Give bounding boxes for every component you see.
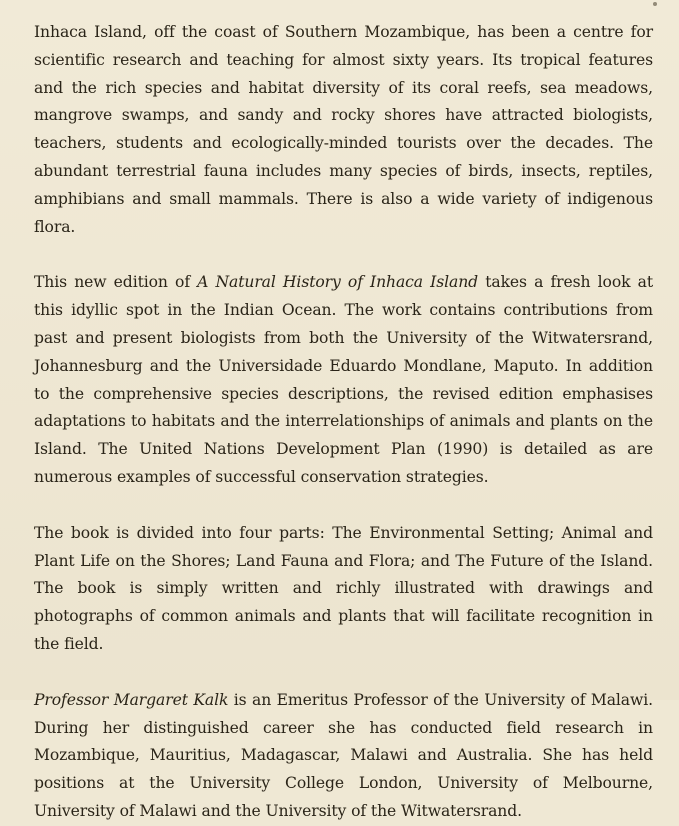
paragraph-2-lead: This new edition of [34, 273, 198, 292]
paragraph-1-text: Inhaca Island, off the coast of Southern Mozambique, has been a centre for scientific research and teaching for almost sixty years. Its tropical features and the rich species and habitat diversity of its coral reefs, sea meadows, mangrove swamps, and sandy and rocky shores have attracted biologists, teachers, students and ecologically-minded tourists over the decades. The abundant terrestrial fauna includes many species of birds, insects, reptiles, amphibians and small mammals. There is also a wide variety of indigenous flora. [34, 23, 653, 236]
paragraph-2-text: takes a fresh look at this idyllic spot in the Indian Ocean. The work contains contributions from past and present biologists from both the University of the Witwatersrand, Johannesburg and the Universidade Eduardo Mondlane, Maputo. In addition to the comprehensive species descriptions, the revised edition emphasises adaptations to habitats and the interrelationships of animals and plants on the Island. The United Nations Development Plan (1990) is detailed as are numerous examples of successful conservation strategies. [34, 273, 653, 486]
paragraph-book-structure [34, 520, 653, 659]
print-speck-mark [653, 2, 657, 6]
paragraph-island-overview [34, 19, 653, 241]
book-title-italic: A Natural History of Inhaca Island [197, 273, 479, 292]
paragraph-author-bio [34, 687, 653, 826]
author-name-italic: Professor Margaret Kalk [34, 690, 229, 709]
paragraph-new-edition [34, 269, 653, 491]
paragraph-3-text: The book is divided into four parts: The Environmental Setting; Animal and Plant Life on the Shores; Land Fauna and Flora; and The Future of the Island. The book is simply written and richly illustrated with drawings and photographs of common animals and plants that will facilitate recognition in the field. [34, 523, 653, 653]
paragraph-4-text: is an Emeritus Professor of the University of Malawi. During her distinguished career she has conducted field research in Mozambique, Mauritius, Madagascar, Malawi and Australia. She has held positions at the University College London, University of Melbourne, University of Malawi and the University of the Witwatersrand. [34, 690, 653, 820]
